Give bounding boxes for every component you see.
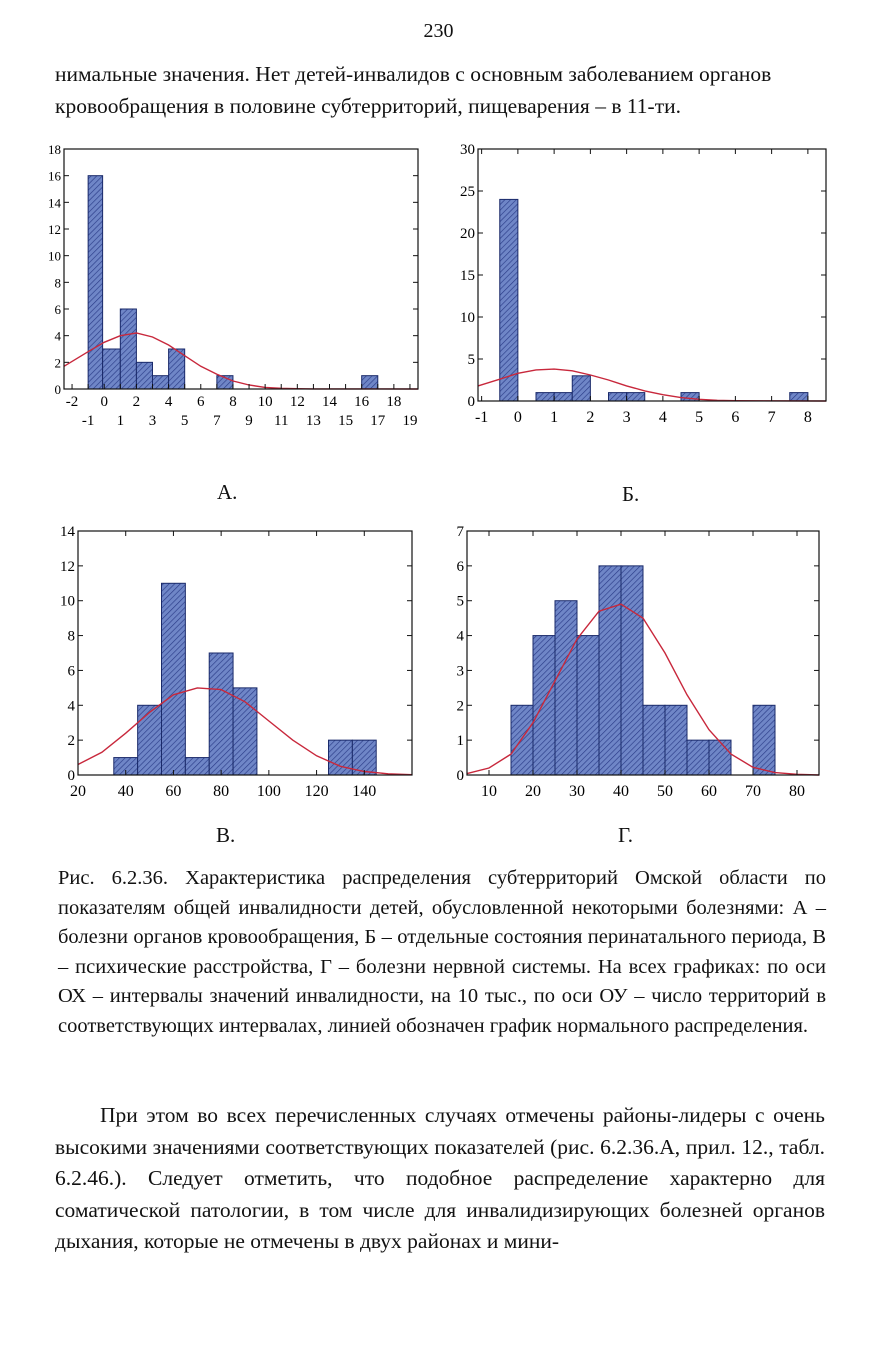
histogram-bar [627,393,645,401]
histogram-bar [329,740,353,775]
x-tick-label: 40 [117,783,134,800]
x-tick-label: 14 [322,394,337,410]
x-tick-label: 16 [354,394,370,410]
x-tick-label: 40 [613,783,629,800]
y-tick-label: 5 [456,593,464,610]
paragraph-bottom: При этом во всех перечисленных случаях отмечены районы-лидеры с очень высокими значениями соответствующих показателей (рис. 6.2.36.А, прил. 12., табл. 6.2.46.). Следует отметить, что подобное распределение характерно для соматической патологии, в том числе для инвалидизирующих болезней органов дыхания, которые не отмечены в двух районах и мини- [55,1103,825,1253]
figure-caption: Рис. 6.2.36. Характеристика распределения субтерриторий Омской области по показателям общей инвалидности детей, обусловленной некоторыми болезнями: А – болезни органов кровообращения, Б – отдельные состояния перинатального периода, В – психические расстройства, Г – болезни нервной системы. На всех графиках: по оси ОХ – интервалы значений инвалидности, на 10 тыс., по оси ОУ – число территорий в соответствующих интервалах, линией обозначен график нормального распределения. [58,867,826,1037]
x-tick-label: 4 [164,394,173,410]
y-tick-label: 15 [460,268,475,284]
histogram-bar [362,376,378,389]
histogram-bar [665,705,687,775]
histogram-bar [577,636,599,775]
y-tick-label: 14 [48,195,61,211]
y-tick-label: 4 [54,328,61,344]
x-tick-label: -2 [65,394,79,410]
histogram-bar [162,583,186,775]
y-tick-label: 14 [60,524,75,540]
histogram-bar [753,705,775,775]
x-tick-label: 100 [256,783,281,800]
x-tick-label: 10 [481,783,497,800]
histogram-bar [643,705,665,775]
y-tick-label: 8 [54,275,61,291]
histogram-bar [621,566,643,775]
y-tick-label: 20 [460,226,475,242]
histogram-bar [500,199,518,401]
y-tick-label: 10 [48,248,61,264]
paragraph-top [55,58,825,122]
y-tick-label: 6 [54,302,61,317]
x-tick-label: 70 [745,783,761,800]
x-tick-label: 50 [657,783,673,800]
y-tick-label: 4 [67,698,75,715]
x-tick-label: 9 [245,413,253,429]
y-tick-label: 16 [48,168,61,184]
x-tick-label: 6 [731,409,740,426]
y-tick-label: 0 [467,394,475,410]
histogram-bar [533,636,555,775]
x-tick-label: 10 [257,394,273,410]
x-tick-label: -1 [474,409,489,426]
page-number: 230 [423,20,454,42]
y-tick-label: 3 [456,663,464,680]
histogram-bar [609,393,627,401]
y-tick-label: 2 [67,733,75,750]
x-tick-label: 5 [180,413,189,429]
x-tick-label: 15 [338,413,354,429]
x-tick-label: 5 [695,409,704,426]
x-tick-label: 2 [586,409,595,426]
histogram-bar [554,393,572,401]
x-tick-label: 2 [132,394,141,410]
x-tick-label: 1 [550,409,559,426]
x-tick-label: 3 [622,409,631,426]
plot-frame [478,149,826,401]
normal-curve [478,369,826,401]
x-tick-label: 3 [148,413,157,429]
y-tick-label: 2 [456,698,464,715]
histogram-v [52,525,417,815]
histogram-bar [536,393,554,401]
histogram-bar [136,362,152,389]
histogram-bar [599,566,621,775]
histogram-bar [555,601,577,775]
x-tick-label: 60 [165,783,182,800]
y-tick-label: 0 [67,768,75,784]
y-tick-label: 30 [460,142,475,158]
x-tick-label: 20 [525,783,541,800]
y-tick-label: 12 [60,558,75,575]
histogram-bar [185,758,209,775]
x-tick-label: 11 [274,413,289,429]
paragraph-top-line-2: кровообращения в половине субтерриторий, пищеварения – в 11-ти. [55,94,681,118]
x-tick-label: 80 [213,783,230,800]
x-tick-label: -1 [81,413,95,429]
y-tick-label: 8 [67,628,75,645]
y-tick-label: 4 [456,628,464,645]
y-tick-label: 2 [54,355,61,371]
histogram-g [443,525,823,815]
histogram-bar [572,376,590,401]
y-tick-label: 7 [456,524,464,540]
x-tick-label: 0 [100,394,108,410]
panel-label-a: А. [217,480,238,504]
x-tick-label: 7 [213,413,221,429]
y-tick-label: 5 [467,352,475,368]
x-tick-label: 1 [116,413,125,429]
panel-label-g: Г. [618,823,634,847]
x-tick-label: 7 [767,409,776,426]
y-tick-label: 0 [54,382,61,397]
histogram-bar [790,393,808,401]
histogram-bar [709,740,731,775]
panel-label-b: Б. [622,482,640,506]
panel-label-v: В. [216,823,236,847]
histogram-bar [138,705,162,775]
x-tick-label: 60 [701,783,717,800]
histogram-bar [88,176,102,389]
x-tick-label: 19 [402,413,418,429]
x-tick-label: 8 [803,409,812,426]
x-tick-label: 0 [513,409,522,426]
histogram-bar [209,653,233,775]
histogram-bar [233,688,257,775]
histogram-bar [153,376,169,389]
x-tick-label: 13 [305,413,321,429]
y-tick-label: 12 [48,222,61,237]
y-tick-label: 6 [456,558,464,575]
x-tick-label: 80 [789,783,805,800]
y-tick-label: 6 [67,663,75,680]
paragraph-top-line-1: нимальные значения. Нет детей-инвалидов с основным заболеванием органов [55,62,772,86]
y-tick-label: 1 [456,733,464,750]
y-tick-label: 10 [460,310,475,326]
x-tick-label: 30 [569,783,585,800]
x-tick-label: 17 [370,413,386,429]
x-tick-label: 120 [304,783,329,800]
histogram-bar [120,309,136,389]
histogram-bar [169,349,185,389]
x-tick-label: 20 [70,783,86,800]
x-tick-label: 6 [197,394,205,410]
histogram-bar [687,740,709,775]
y-tick-label: 25 [460,184,475,200]
histogram-a [50,143,430,433]
histogram-b [448,143,833,433]
x-tick-label: 140 [352,783,377,800]
x-tick-label: 4 [658,409,667,426]
y-tick-label: 0 [456,768,464,784]
y-tick-label: 10 [60,593,75,610]
histogram-bar [103,349,121,389]
histogram-bar [511,705,533,775]
x-tick-label: 12 [289,394,305,410]
x-tick-label: 18 [386,394,402,410]
y-tick-label: 18 [48,142,61,157]
x-tick-label: 8 [229,394,237,410]
